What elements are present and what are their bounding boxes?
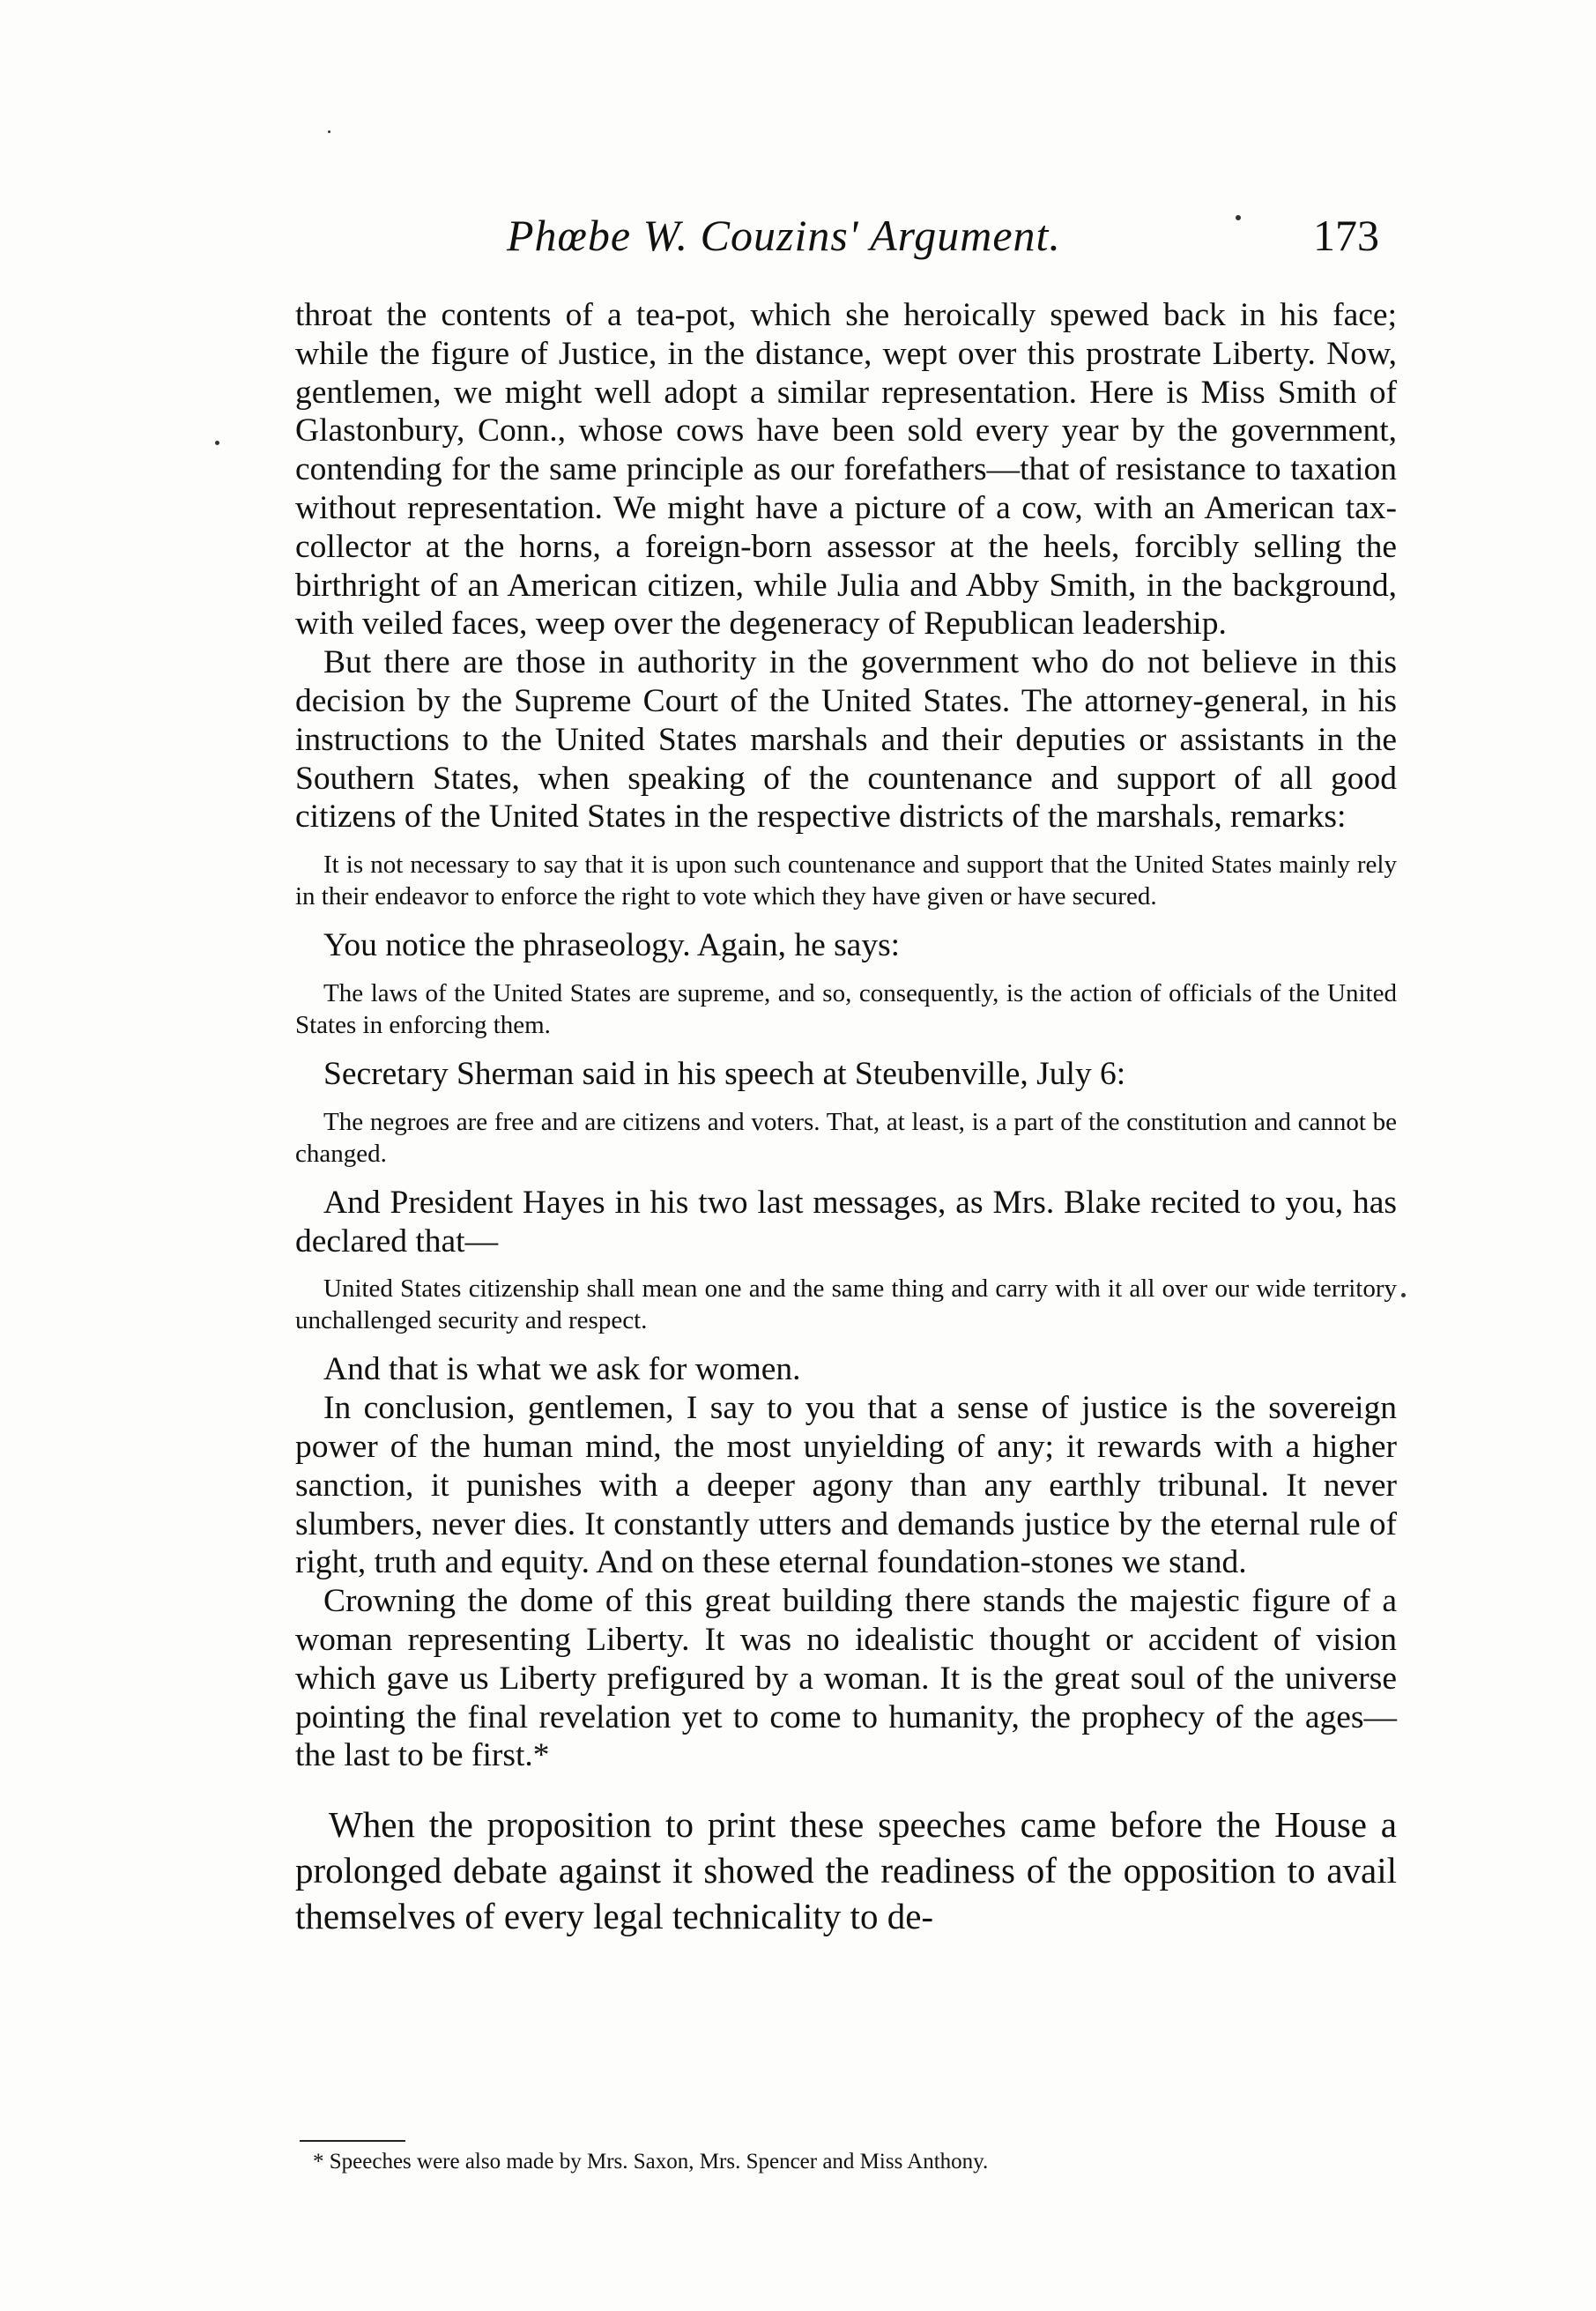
footnote: * Speeches were also made by Mrs. Saxon, Mrs. Spencer and Miss Anthony. bbox=[313, 2150, 989, 2174]
block-quote-4: United States citizenship shall mean one and the same thing and carry with it all over our wide territory unchallenged security and respect. bbox=[295, 1274, 1397, 1335]
page-number: 173 bbox=[1313, 211, 1379, 260]
page-header bbox=[295, 210, 1397, 271]
paragraph-2: But there are those in authority in the government who do not believe in this decision by the Supreme Court of the United States. The attorney-general, in his instructions to the United States marshals and their deputies or assistants in the Southern States, when speaking of the countenance and support of all good citizens of the United States in the respective districts of the marshals, remarks: bbox=[295, 644, 1397, 836]
paragraph-7: In conclusion, gentlemen, I say to you that a sense of justice is the sovereign power of the human mind, the most unyielding of any; it rewards with a higher sanction, it punishes with a deeper agony than any earthly tribunal. It never slumbers, never dies. It constantly utters and demands justice by the eternal rule of right, truth and equity. And on these eternal foundation-stones we stand. bbox=[295, 1390, 1397, 1581]
ink-speck bbox=[328, 130, 330, 133]
paragraph-5: And President Hayes in his two last messages, as Mrs. Blake recited to you, has declared that— bbox=[295, 1184, 1397, 1260]
paragraph-9: When the proposition to print these speeches came before the House a prolonged debate against it showed the readiness of the opposition to avail themselves of every legal technicality to de- bbox=[295, 1804, 1397, 1937]
running-title: Phœbe W. Couzins' Argument. bbox=[507, 211, 1061, 260]
block-quote-1: It is not necessary to say that it is upon such countenance and support that the United States mainly rely in their endeavor to enforce the right to vote which they have given or have secured. bbox=[295, 851, 1397, 911]
block-quote-3: The negroes are free and are citizens and voters. That, at least, is a part of the constitution and cannot be changed. bbox=[295, 1107, 1397, 1168]
paragraph-3: You notice the phraseology. Again, he says: bbox=[323, 927, 901, 964]
ink-speck bbox=[1401, 1293, 1406, 1297]
block-quote-2: The laws of the United States are supreme, and so, consequently, is the action of officials of the United States in enforcing them. bbox=[295, 978, 1397, 1039]
paragraph-8: Crowning the dome of this great building there stands the majestic figure of a woman representing Liberty. It was no idealistic thought or accident of vision which gave us Liberty prefigured by a woman. It is the great soul of the universe pointing the final revelation yet to come to humanity, the prophecy of the ages—the last to be first.* bbox=[295, 1583, 1397, 1774]
footnote-rule bbox=[300, 2140, 405, 2142]
ink-speck bbox=[215, 441, 219, 445]
ink-speck bbox=[1236, 215, 1241, 220]
paragraph-6: And that is what we ask for women. bbox=[323, 1351, 801, 1388]
paragraph-4: Secretary Sherman said in his speech at Steubenville, July 6: bbox=[323, 1055, 1126, 1092]
body-text bbox=[295, 296, 1397, 1939]
paragraph-1: throat the contents of a tea-pot, which she heroically spewed back in his face; while the figure of Justice, in the distance, wept over this prostrate Liberty. Now, gentlemen, we might well adopt a similar representation. Here is Miss Smith of Glastonbury, Conn., whose cows have been sold every year by the government, contending for the same principle as our forefathers—that of resistance to taxation without representation. We might have a picture of a cow, with an American tax-collector at the horns, a foreign-born assessor at the heels, forcibly selling the birthright of an American citizen, while Julia and Abby Smith, in the background, with veiled faces, weep over the degeneracy of Republican leadership. bbox=[295, 297, 1397, 643]
